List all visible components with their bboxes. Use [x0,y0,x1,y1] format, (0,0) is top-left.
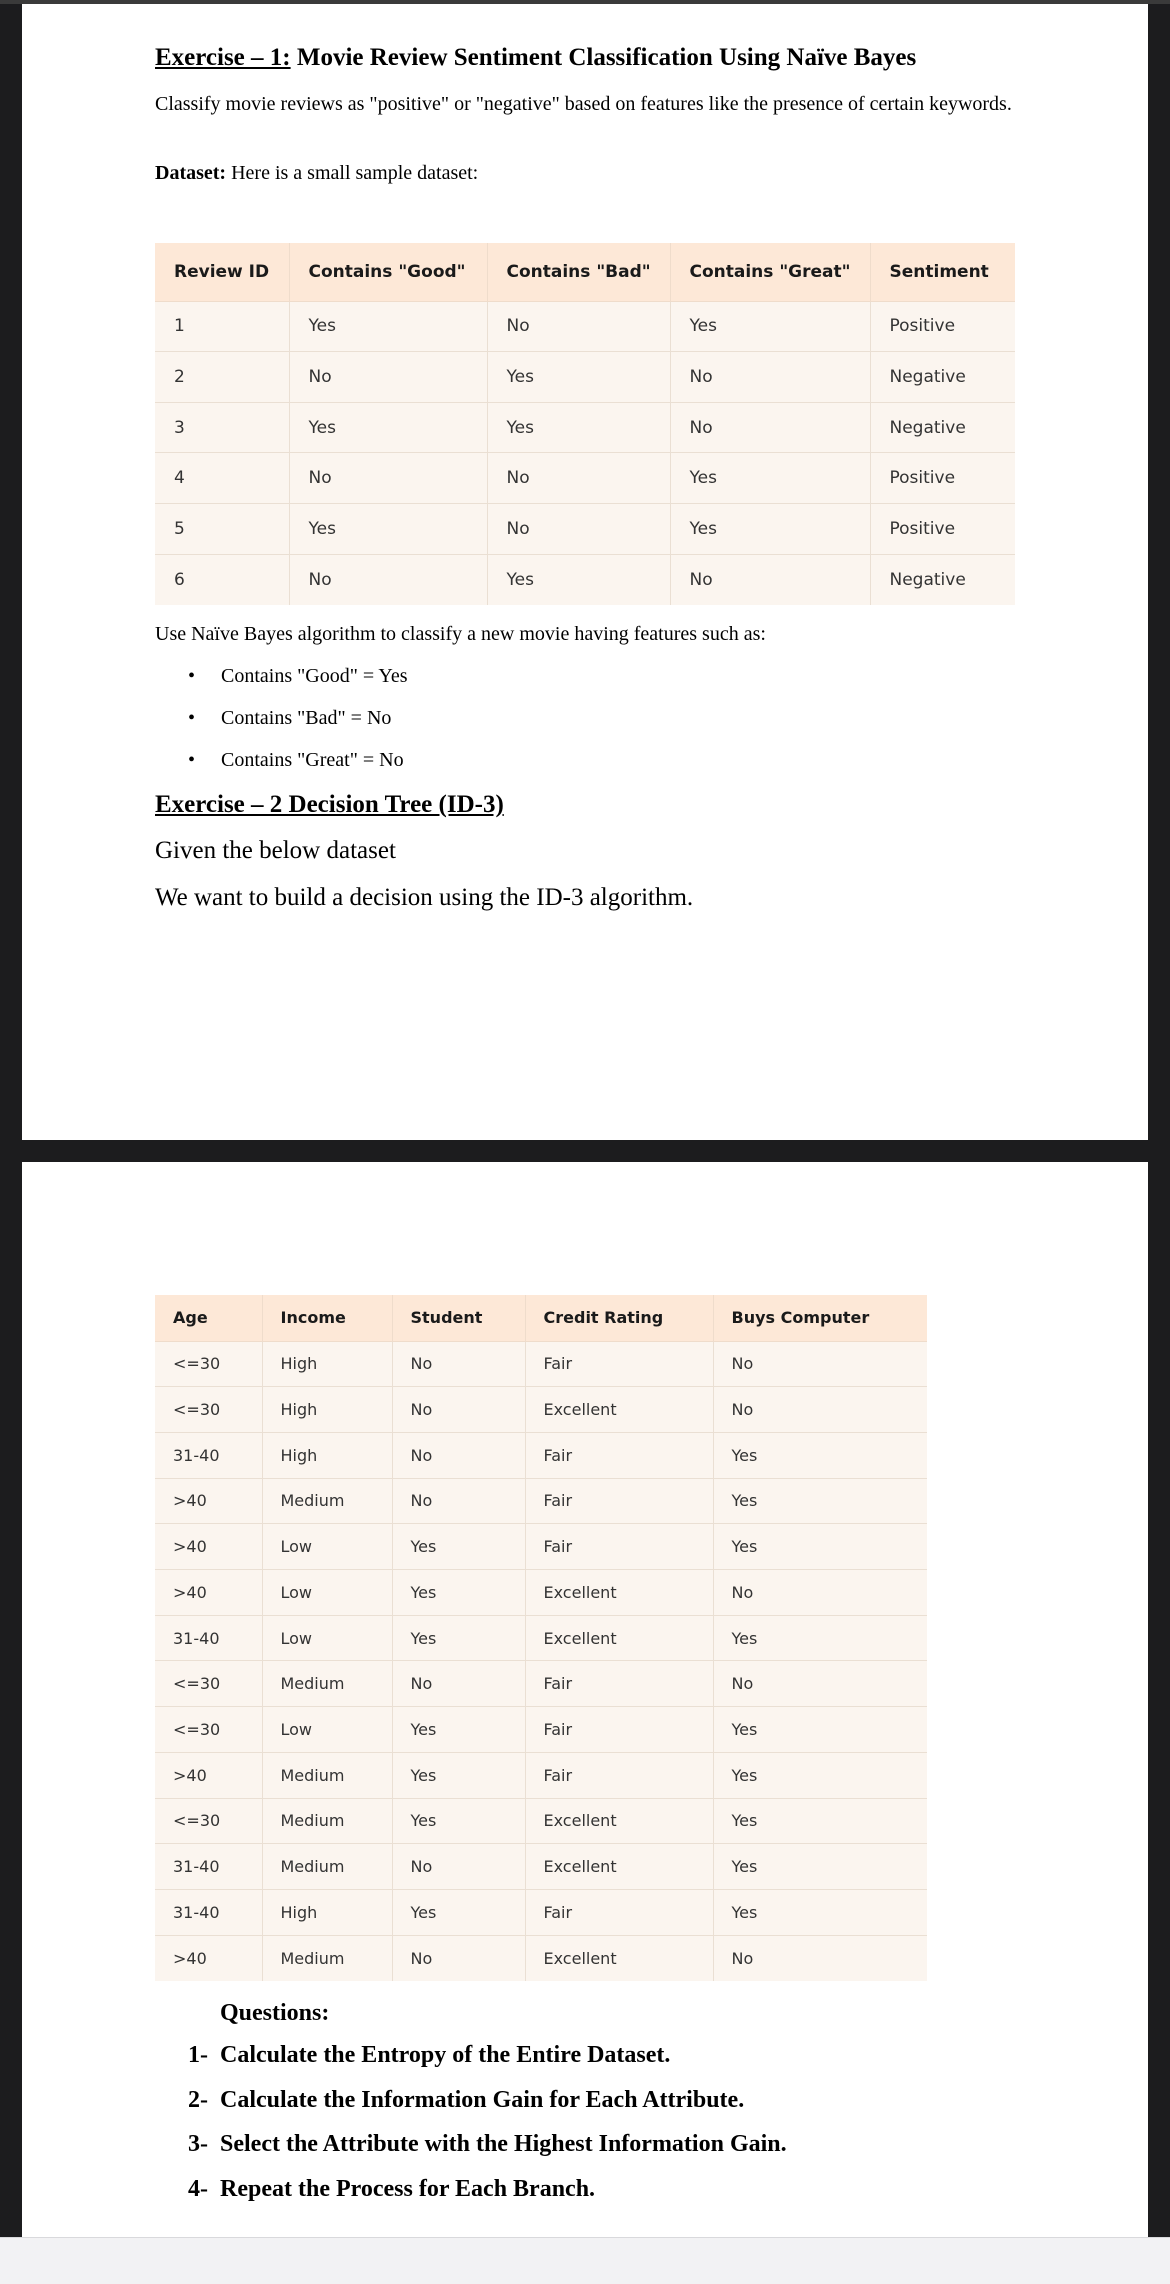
table-cell: 3 [155,402,289,453]
table-row [155,1570,927,1616]
table-cell: Yes [713,1707,927,1753]
table-cell: Yes [392,1707,525,1753]
table-row [155,1935,927,1981]
sentiment-table [155,243,1015,605]
header-contains-good: Contains "Good" [289,243,487,301]
header-credit-rating: Credit Rating [525,1295,713,1341]
table-cell: Yes [713,1478,927,1524]
table-cell: <=30 [155,1798,262,1844]
table-row [155,453,1015,504]
table-cell: Yes [289,402,487,453]
exercise-1-description: Classify movie reviews as "positive" or "negative" based on features like the presence of certain keywords. [155,93,1012,115]
table-cell: Low [262,1524,392,1570]
table-cell: Fair [525,1661,713,1707]
table-cell: No [289,352,487,403]
new-movie-features-list [188,663,408,789]
table-cell: Yes [392,1524,525,1570]
table-cell: Yes [392,1615,525,1661]
table-cell: Negative [870,402,1015,453]
table-cell: Yes [670,301,870,352]
table-row [155,301,1015,352]
question-item: 4- Repeat the Process for Each Branch. [188,2175,596,2202]
dataset-label: Dataset: [155,162,227,184]
table-cell: High [262,1889,392,1935]
table-cell: Medium [262,1798,392,1844]
table-cell: Fair [525,1478,713,1524]
table-cell: Fair [525,1707,713,1753]
table-cell: 6 [155,554,289,605]
classification-instruction: Use Naïve Bayes algorithm to classify a new movie having features such as: [155,623,766,645]
header-contains-bad: Contains "Bad" [487,243,670,301]
table-cell: Yes [670,453,870,504]
table-cell: 5 [155,504,289,555]
table-cell: High [262,1387,392,1433]
id3-dataset-table [155,1295,927,1981]
question-item: 2- Calculate the Information Gain for Each Attribute. [188,2086,745,2113]
table-cell: High [262,1432,392,1478]
table-cell: >40 [155,1570,262,1616]
table-cell: No [392,1478,525,1524]
table-cell: Low [262,1615,392,1661]
table-cell: Medium [262,1844,392,1890]
header-review-id: Review ID [155,243,289,301]
table-cell: Yes [487,352,670,403]
table-header-row [155,1295,927,1341]
table-cell: Positive [870,453,1015,504]
table-header-row [155,243,1015,301]
table-row [155,1661,927,1707]
header-age: Age [155,1295,262,1341]
table-cell: <=30 [155,1661,262,1707]
table-cell: No [392,1935,525,1981]
table-cell: Yes [289,504,487,555]
id3-table-container [155,1295,927,1981]
header-buys-computer: Buys Computer [713,1295,927,1341]
table-cell: >40 [155,1524,262,1570]
header-student: Student [392,1295,525,1341]
table-cell: Yes [713,1798,927,1844]
table-cell: Yes [392,1752,525,1798]
table-cell: >40 [155,1935,262,1981]
table-row [155,1341,927,1387]
table-cell: Medium [262,1752,392,1798]
table-cell: 31-40 [155,1432,262,1478]
table-cell: No [670,352,870,403]
table-row [155,352,1015,403]
table-cell: No [392,1341,525,1387]
table-cell: 31-40 [155,1844,262,1890]
table-cell: Yes [713,1752,927,1798]
table-row [155,1615,927,1661]
table-cell: Yes [392,1570,525,1616]
table-cell: Excellent [525,1615,713,1661]
header-contains-great: Contains "Great" [670,243,870,301]
table-cell: Excellent [525,1844,713,1890]
table-row [155,554,1015,605]
table-cell: Low [262,1570,392,1616]
table-row [155,1752,927,1798]
table-cell: Yes [392,1798,525,1844]
table-cell: 31-40 [155,1889,262,1935]
header-income: Income [262,1295,392,1341]
table-cell: 2 [155,352,289,403]
table-cell: Low [262,1707,392,1753]
bullet-icon: • [188,665,196,687]
table-cell: 31-40 [155,1615,262,1661]
table-cell: Yes [392,1889,525,1935]
table-cell: Yes [713,1524,927,1570]
table-cell: 1 [155,301,289,352]
table-cell: Positive [870,301,1015,352]
table-cell: Medium [262,1661,392,1707]
table-row [155,1432,927,1478]
table-cell: Fair [525,1524,713,1570]
table-cell: No [670,402,870,453]
table-cell: Yes [713,1432,927,1478]
question-item: 3- Select the Attribute with the Highest Information Gain. [188,2131,787,2157]
table-cell: No [289,554,487,605]
table-row [155,1524,927,1570]
table-cell: >40 [155,1752,262,1798]
table-row [155,1707,927,1753]
document-page-1 [22,4,1148,1140]
table-cell: <=30 [155,1341,262,1387]
table-cell: No [670,554,870,605]
header-sentiment: Sentiment [870,243,1015,301]
table-cell: Excellent [525,1387,713,1433]
table-cell: Positive [870,504,1015,555]
table-cell: No [392,1844,525,1890]
table-cell: Fair [525,1752,713,1798]
table-row [155,1478,927,1524]
exercise-1-title [155,44,916,72]
exercise-2-goal: We want to build a decision using the ID-3 algorithm. [155,884,694,911]
table-cell: Excellent [525,1798,713,1844]
table-cell: Yes [713,1844,927,1890]
list-item: • Contains "Bad" = No [221,705,408,747]
list-item: • Contains "Great" = No [221,747,408,789]
table-cell: No [487,504,670,555]
table-row [155,1844,927,1890]
table-cell: No [392,1387,525,1433]
table-cell: No [392,1432,525,1478]
exercise-2-given: Given the below dataset [155,837,396,864]
table-cell: Excellent [525,1570,713,1616]
exercise-1-title-text: Movie Review Sentiment Classification Using Naïve Bayes [290,44,917,71]
table-cell: No [713,1935,927,1981]
table-cell: Yes [670,504,870,555]
table-row [155,402,1015,453]
table-cell: Negative [870,554,1015,605]
table-cell: No [289,453,487,504]
dataset-text: Here is a small sample dataset: [226,162,479,184]
table-cell: >40 [155,1478,262,1524]
table-cell: Negative [870,352,1015,403]
table-row [155,1798,927,1844]
questions-list [188,2042,787,2220]
table-cell: Medium [262,1478,392,1524]
table-cell: Yes [289,301,487,352]
bullet-icon: • [188,707,196,729]
table-row [155,504,1015,555]
table-cell: Yes [713,1889,927,1935]
question-item: 1- Calculate the Entropy of the Entire Dataset. [188,2042,671,2068]
table-cell: <=30 [155,1387,262,1433]
table-cell: Excellent [525,1935,713,1981]
table-cell: No [487,453,670,504]
table-cell: Fair [525,1432,713,1478]
table-row [155,1889,927,1935]
sentiment-table-container [155,243,1015,605]
exercise-2-title: Exercise – 2 Decision Tree (ID-3) [155,791,504,818]
table-cell: Yes [713,1615,927,1661]
table-cell: Yes [487,554,670,605]
table-cell: No [713,1387,927,1433]
document-page-2 [22,1162,1148,2237]
table-cell: No [487,301,670,352]
table-cell: <=30 [155,1707,262,1753]
viewer-bottom-bar [0,2237,1170,2284]
table-row [155,1387,927,1433]
questions-heading: Questions: [220,2000,330,2026]
table-cell: No [713,1661,927,1707]
dataset-intro [155,160,478,187]
list-item: • Contains "Good" = Yes [221,663,408,705]
table-cell: Fair [525,1889,713,1935]
table-cell: Fair [525,1341,713,1387]
exercise-1-label: Exercise – 1: [155,44,291,71]
table-cell: No [392,1661,525,1707]
table-cell: No [713,1570,927,1616]
table-cell: High [262,1341,392,1387]
table-cell: Medium [262,1935,392,1981]
bullet-icon: • [188,749,196,771]
table-cell: 4 [155,453,289,504]
table-cell: No [713,1341,927,1387]
table-cell: Yes [487,402,670,453]
